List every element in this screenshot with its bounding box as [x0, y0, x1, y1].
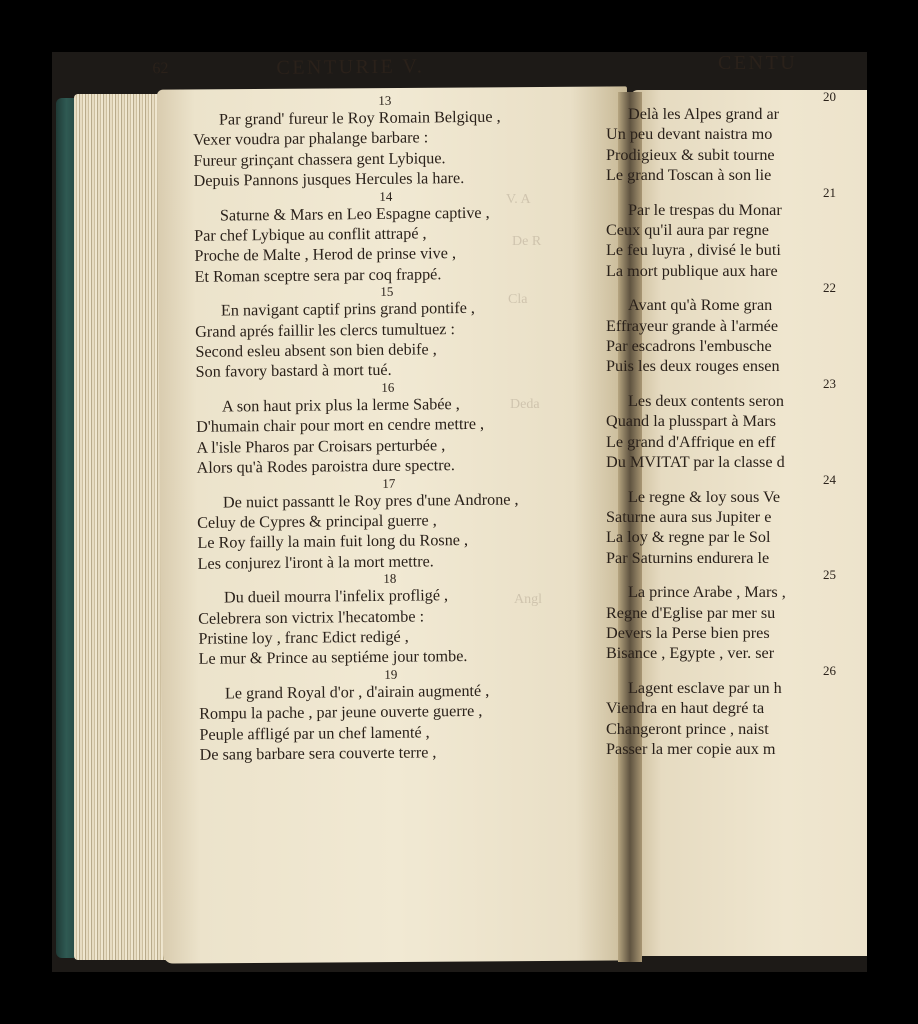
quatrain-list: [606, 90, 836, 759]
verse-line: Le Roy failly la main fuit long du Rosne ,: [197, 531, 469, 553]
verse-line: A l'isle Pharos par Croisars perturbée ,: [196, 435, 446, 457]
verse-line: Quand la plusspart à Mars: [606, 412, 776, 431]
verse-line: Et Roman sceptre sera par coq frappé.: [194, 265, 442, 286]
quatrain: [194, 187, 589, 287]
verse-line: Effrayeur grande à l'armée: [606, 316, 779, 335]
quatrain: [606, 568, 836, 664]
verse-line: La mort publique aux hare: [606, 261, 778, 280]
verse-line: Peuple affligé par un chef lamenté ,: [199, 722, 430, 744]
verse-line: Lagent esclave par un h: [628, 678, 782, 697]
quatrain: [606, 664, 836, 760]
quatrain-number: 23: [823, 375, 836, 391]
quatrain-number: 25: [823, 567, 836, 583]
verse-line: Regne d'Eglise par mer su: [606, 603, 776, 622]
quatrain: [606, 90, 836, 186]
show-through-text: Angl: [514, 592, 542, 607]
quatrain-number: 18: [383, 570, 397, 586]
verse-line: En navigant captif prins grand pontife ,: [220, 299, 476, 320]
verse-line: Du dueil mourra l'infelix profligé ,: [223, 586, 449, 607]
verse-line: Pristine loy , franc Edict redigé ,: [198, 627, 409, 648]
verse-line: Alors qu'à Rodes paroistra dure spectre.: [196, 456, 455, 477]
verse-line: Fureur grinçant chassera gent Lybique.: [193, 149, 446, 170]
page-number: 62: [152, 60, 169, 78]
verse-line: Les conjurez l'iront à la mort mettre.: [197, 552, 434, 573]
quatrain-list: [147, 92, 594, 766]
verse-line: D'humain chair pour mort en cendre mettre ,: [196, 415, 485, 437]
verse-line: Celebrera son victrix l'hecatombe :: [198, 606, 425, 628]
verse-line: A son haut prix plus la lerme Sabée ,: [221, 394, 460, 416]
verse-line: Saturne & Mars en Leo Espagne captive ,: [219, 203, 490, 225]
verse-line: Changeront prince , naist: [606, 719, 769, 738]
quatrain-number: 14: [379, 188, 393, 204]
verse-line: Le regne & loy sous Ve: [628, 487, 781, 506]
verse-line: Devers la Perse bien pres: [606, 623, 770, 642]
running-head: CENTURIE V.: [276, 55, 425, 79]
quatrain-number: 15: [380, 284, 394, 300]
verse-line: Son favory bastard à mort tué.: [195, 361, 392, 382]
quatrain: [198, 570, 593, 670]
verse-line: Le grand d'Affrique en eff: [606, 432, 776, 451]
verse-line: De sang barbare sera couverte terre ,: [199, 743, 437, 764]
quatrain-number: 26: [823, 662, 836, 678]
verse-line: La prince Arabe , Mars ,: [628, 583, 786, 602]
verse-line: Saturne aura sus Jupiter e: [606, 507, 772, 526]
verse-line: Par Saturnins endurera le: [606, 548, 770, 567]
quatrain: [196, 379, 591, 479]
verse-line: Celuy de Cypres & principal guerre ,: [197, 511, 437, 532]
verse-line: Un peu devant naistra mo: [606, 125, 773, 144]
quatrain-number: 13: [378, 92, 392, 108]
verse-line: Bisance , Egypte , ver. ser: [606, 644, 775, 663]
quatrain-number: 22: [823, 280, 836, 296]
verse-line: Ceux qu'il aura par regne: [606, 221, 769, 240]
quatrain: [606, 377, 836, 473]
verse-line: Rompu la pache , par jeune ouverte guerre ,: [199, 701, 483, 723]
verse-line: Depuis Pannons jusques Hercules la hare.: [193, 169, 465, 191]
quatrain: [606, 473, 836, 569]
quatrain: [193, 92, 588, 192]
right-page: [606, 52, 836, 759]
show-through-text: De R: [512, 234, 542, 249]
quatrain: [606, 281, 836, 377]
verse-line: Le feu luyra , divisé le buti: [606, 241, 781, 260]
quatrain: [195, 283, 590, 383]
quatrain-number: 17: [382, 475, 396, 491]
quatrain: [199, 665, 594, 765]
verse-line: Du MVITAT par la classe d: [606, 453, 785, 472]
show-through-text: Deda: [510, 397, 540, 412]
verse-line: Le grand Royal d'or , d'airain augmenté ,: [224, 681, 490, 703]
left-page-header: [146, 52, 586, 97]
verse-line: Le mur & Prince au septiéme jour tombe.: [198, 647, 468, 669]
verse-line: Passer la mer copie aux m: [606, 739, 776, 758]
quatrain-number: 19: [384, 666, 398, 682]
verse-line: Le grand Toscan à son lie: [606, 166, 772, 185]
show-through-text: V. A: [506, 192, 531, 207]
quatrain: [606, 186, 836, 282]
verse-line: Puis les deux rouges ensen: [606, 357, 780, 376]
verse-line: La loy & regne par le Sol: [606, 528, 771, 547]
verse-line: Par escadrons l'embusche: [606, 337, 772, 356]
running-head: CENTU: [718, 52, 798, 74]
show-through-text: Cla: [508, 292, 528, 307]
quatrain-number: 24: [823, 471, 836, 487]
verse-line: Viendra en haut degré ta: [606, 699, 765, 718]
verse-line: Les deux contents seron: [628, 391, 784, 410]
verse-line: De nuict passantt le Roy pres d'une Androne ,: [222, 489, 519, 512]
verse-line: Par grand' fureur le Roy Romain Belgique ,: [218, 107, 501, 129]
verse-line: Par chef Lybique au conflit attrapé ,: [194, 224, 427, 245]
verse-line: Second esleu absent son bien debife ,: [195, 340, 437, 361]
verse-line: Avant qu'à Rome gran: [628, 296, 773, 315]
verse-line: Prodigieux & subit tourne: [606, 145, 775, 164]
right-page-header: [606, 52, 836, 92]
quatrain: [197, 474, 592, 574]
quatrain-number: 20: [823, 89, 836, 104]
verse-line: Delà les Alpes grand ar: [628, 105, 780, 123]
verse-line: Vexer voudra par phalange barbare :: [193, 128, 429, 150]
quatrain-number: 16: [381, 379, 395, 395]
verse-line: Grand aprés faillir les clercs tumultuez :: [195, 319, 456, 341]
verse-line: Par le trespas du Monar: [628, 200, 782, 219]
left-page: [146, 52, 593, 766]
quatrain-number: 21: [823, 184, 836, 200]
verse-line: Proche de Malte , Herod de prinse vive ,: [194, 244, 457, 266]
